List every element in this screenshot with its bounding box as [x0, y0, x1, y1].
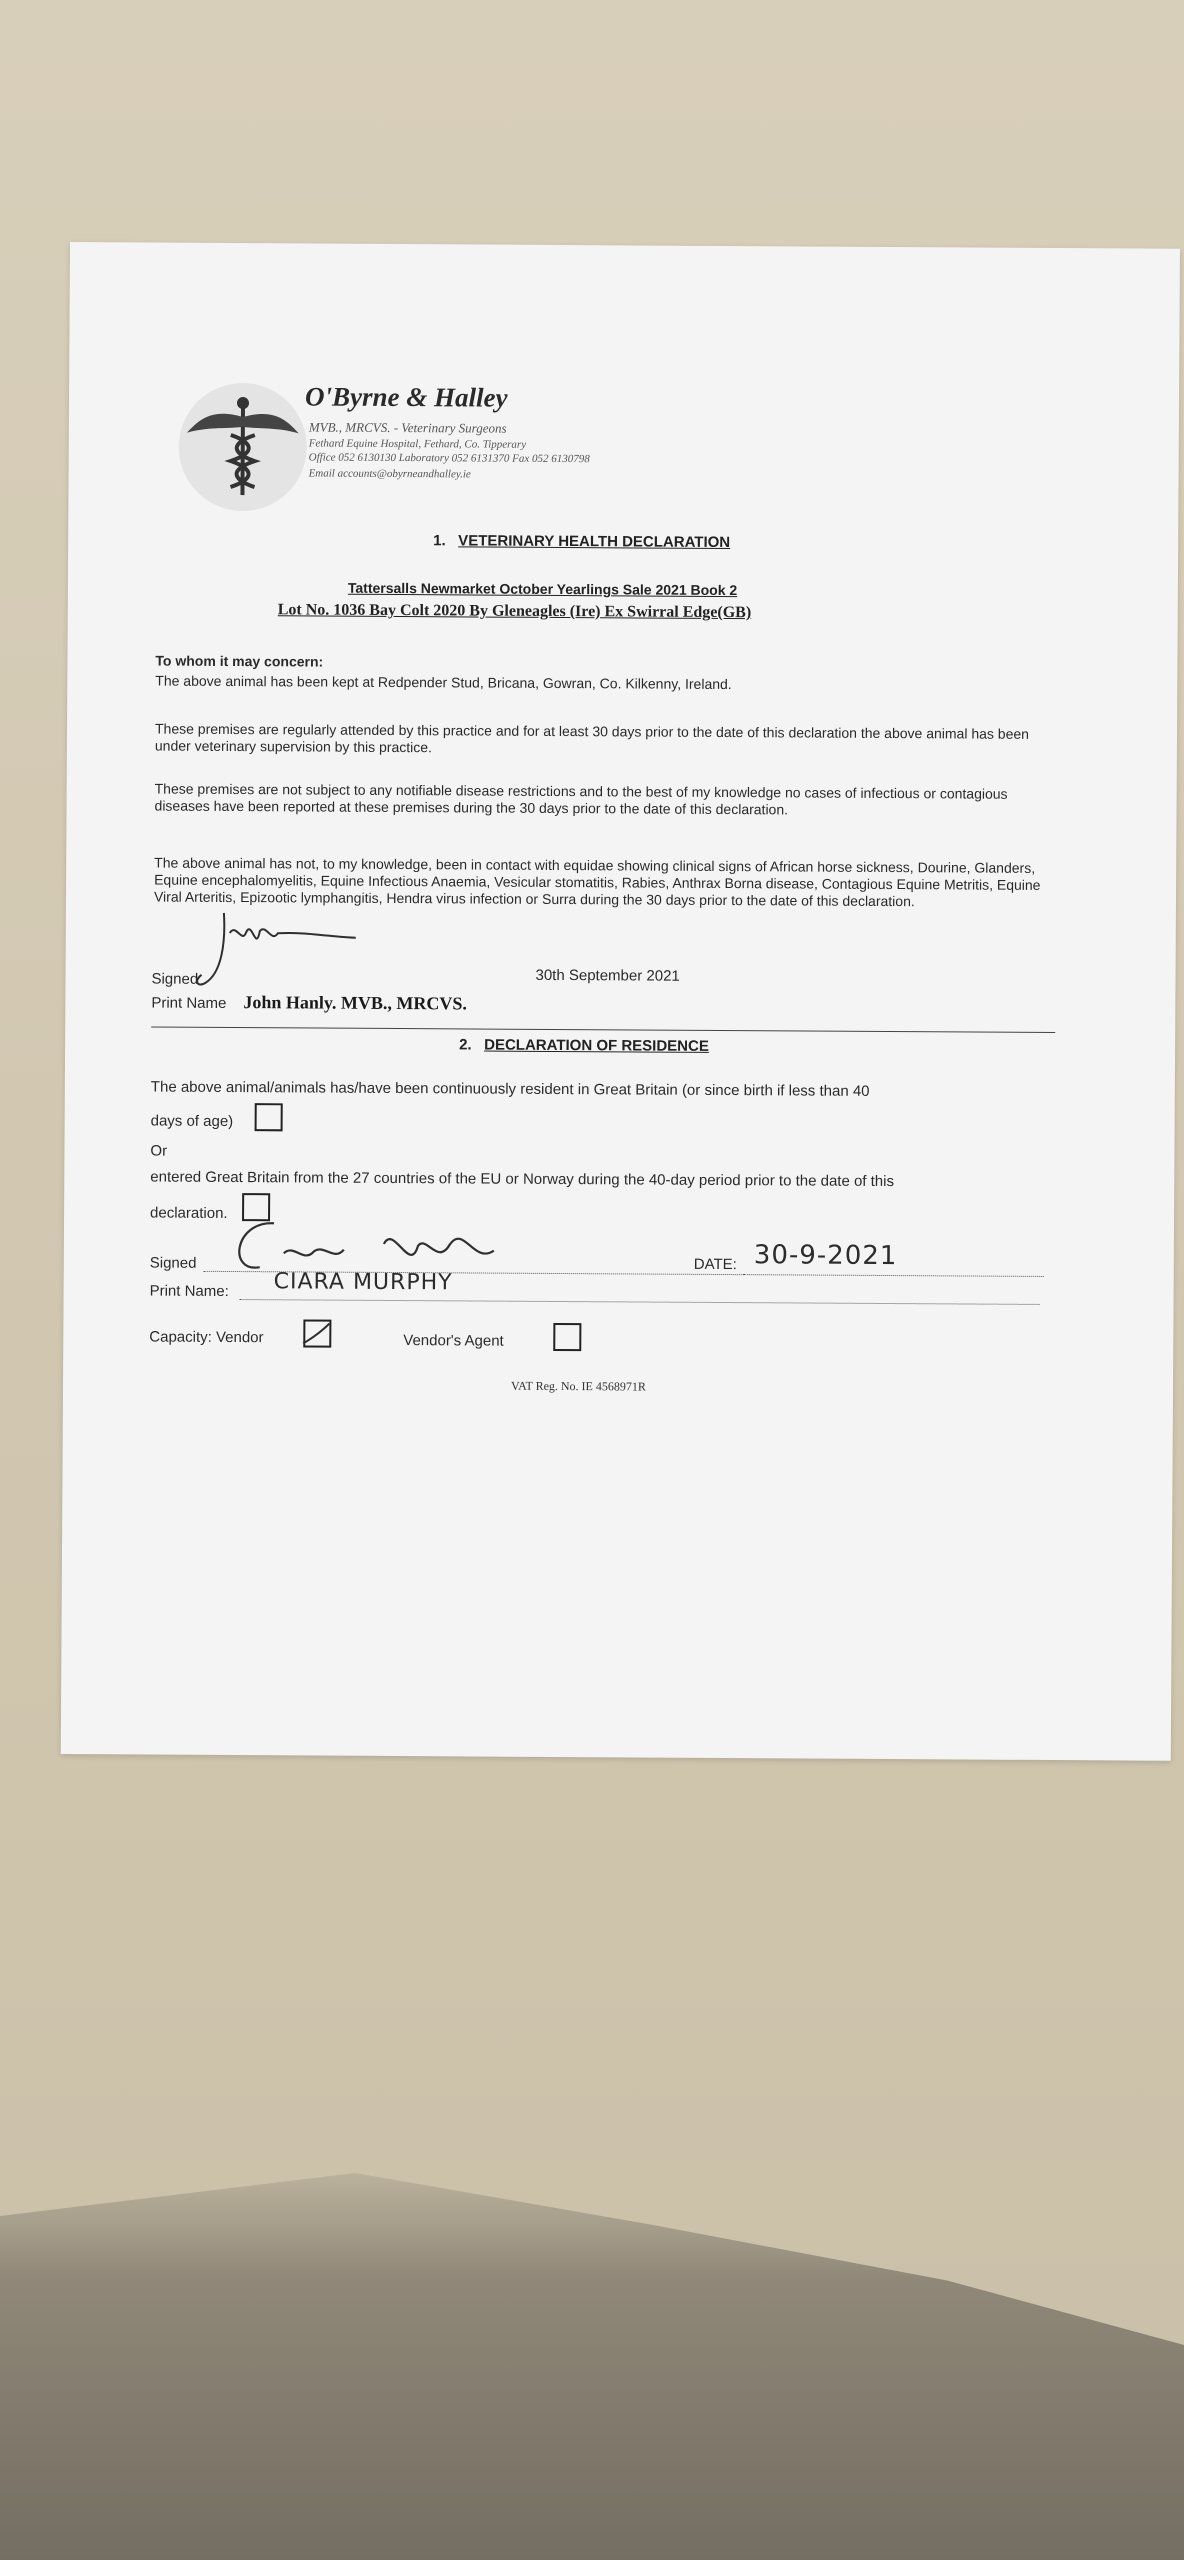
- vendor-date-value: 30-9-2021: [753, 1240, 898, 1272]
- hand-shadow: [0, 2130, 1184, 2560]
- or-label: Or: [150, 1142, 168, 1160]
- vendor-signed-label: Signed: [149, 1254, 197, 1272]
- vendor-print-name-line: [240, 1299, 1040, 1305]
- firm-qualifications: MVB., MRCVS. - Veterinary Surgeons: [308, 419, 507, 436]
- entered-line: entered Great Britain from the 27 countries of the EU or Norway during the 40-day period prior to the date of this: [150, 1168, 895, 1191]
- para-supervision: These premises are regularly attended by this practice and for at least 30 days prior to the date of this declaration the above animal has been under veterinary supervision by this practice.: [154, 720, 1030, 756]
- vat-number: VAT Reg. No. IE 4568971R: [510, 1378, 646, 1394]
- residence-line-cont: days of age): [150, 1112, 234, 1131]
- vendor-date-label: DATE:: [693, 1255, 737, 1274]
- entered-line-cont: declaration.: [150, 1204, 228, 1222]
- vendor-date-line: [744, 1274, 1044, 1277]
- firm-address: Fethard Equine Hospital, Fethard, Co. Tipperary: [308, 437, 527, 451]
- firm-name: O'Byrne & Halley: [304, 381, 508, 413]
- sale-title: Tattersalls Newmarket October Yearlings Sale 2021 Book 2: [347, 579, 738, 599]
- vet-print-name: John Hanly. MVB., MRCVS.: [243, 992, 467, 1014]
- resident-checkbox[interactable]: [255, 1103, 283, 1131]
- lot-line: Lot No. 1036 Bay Colt 2020 By Gleneagles (Ire) Ex Swirral Edge(GB): [277, 601, 752, 622]
- section2-number: 2.: [459, 1036, 472, 1054]
- firm-email: Email accounts@obyrneandhalley.ie: [308, 467, 471, 481]
- section2-heading: [459, 1036, 709, 1055]
- to-whom-line: To whom it may concern:: [155, 652, 324, 670]
- section1-number: 1.: [433, 532, 446, 550]
- vet-signed-label: Signed: [151, 970, 199, 988]
- caduceus-icon: [178, 383, 307, 512]
- para-disease-free: These premises are not subject to any notifiable disease restrictions and to the best of my knowledge no cases of infectious or contagious diseases have been reported at these premises during the 30 days prior to the date of this declaration.: [154, 780, 1008, 818]
- document-page: [61, 242, 1180, 1761]
- section-divider: [151, 1027, 1055, 1034]
- para-no-contact: The above animal has not, to my knowledge, been in contact with equidae showing clinical signs of African horse sickness, Dourine, Glanders, Equine encephalomyelitis, Equine Infectious Anaemia, Vesicular stomatitis, Rabies, Anthrax Borna disease, Contagious Equine Metritis, Equine Viral Arteritis, Epizootic lymphangitis, Hendra virus infection or Surra during the 30 days prior to the date of this declaration.: [153, 854, 1041, 910]
- vendor-print-name: CIARA MURPHY: [273, 1269, 453, 1296]
- section2-title: DECLARATION OF RESIDENCE: [484, 1036, 709, 1055]
- section1-heading: [433, 532, 730, 551]
- capacity-vendor-label: Capacity: Vendor: [149, 1328, 264, 1347]
- vet-date: 30th September 2021: [535, 966, 680, 985]
- section1-title: VETERINARY HEALTH DECLARATION: [458, 532, 731, 552]
- vendors-agent-label: Vendor's Agent: [403, 1332, 504, 1350]
- vet-print-name-label: Print Name: [151, 994, 227, 1012]
- vendor-print-name-label: Print Name:: [149, 1282, 229, 1300]
- residence-line: The above animal/animals has/have been continuously resident in Great Britain (or since birth if less than 40: [150, 1078, 870, 1100]
- vet-signature-icon: [185, 903, 386, 994]
- firm-phones: Office 052 6130130 Laboratory 052 6131370 Fax 052 6130798: [308, 451, 590, 466]
- vendors-agent-checkbox[interactable]: [553, 1323, 581, 1351]
- vendor-check-mark-icon: [299, 1313, 339, 1353]
- para-premises: The above animal has been kept at Redpender Stud, Bricana, Gowran, Co. Kilkenny, Ireland.: [155, 672, 732, 693]
- caduceus-logo: [178, 383, 307, 512]
